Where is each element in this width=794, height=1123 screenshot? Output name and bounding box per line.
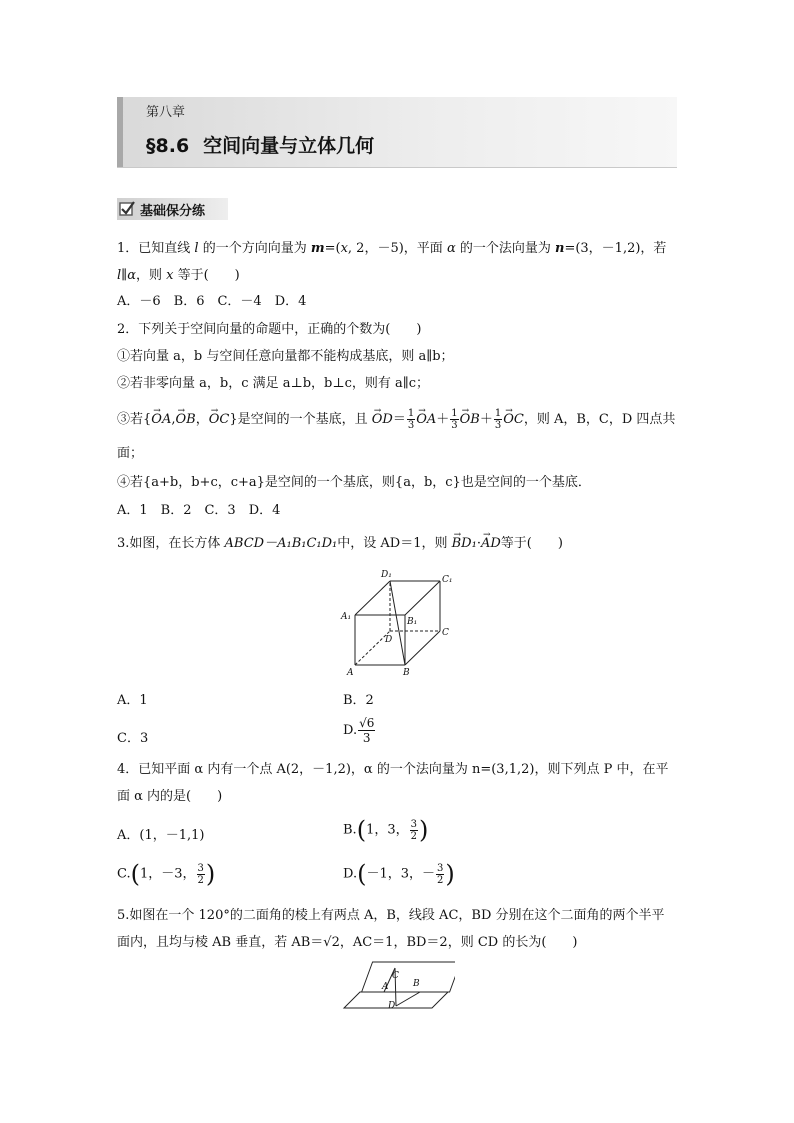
q2-statement-4: ④若{a+b，b+c，c+a}是空间的一个基底，则{a，b，c}也是空间的一个基底． — [117, 475, 591, 490]
label-A: A — [347, 668, 354, 678]
label-D: D — [385, 635, 393, 645]
edge-B1C1 — [405, 581, 440, 615]
label-C: C — [392, 971, 399, 981]
q4-option-c: C.(1，－3， $\frac{3}{2}$ ) — [117, 860, 216, 888]
q1-stem-line1: 1．已知直线 l 的一个方向向量为 m=(x, 2，－5)，平面 α 的一个法向量为 n=(3，－1,2)，若 — [117, 241, 667, 256]
q3-option-c: C．3 — [117, 731, 149, 746]
label-A: A — [382, 982, 389, 992]
section-number: §8.6 — [146, 135, 190, 157]
label-A1: A₁ — [341, 612, 352, 622]
label-B: B — [403, 668, 410, 678]
label-B: B — [413, 979, 420, 989]
upper-half-plane — [362, 962, 455, 992]
q4-stem-line2: 面 α 内的是( ) — [117, 789, 223, 804]
label-B1: B₁ — [407, 617, 418, 627]
label-C1: C₁ — [442, 575, 453, 585]
q1-options: A．－6 B．6 C．－4 D．4 — [117, 294, 307, 309]
q3-option-a: A．1 — [117, 693, 148, 708]
edge-A1D1 — [355, 581, 390, 615]
q1-stem-line2: l∥α，则 x 等于( ) — [117, 268, 240, 283]
q2-statement-3-cont: 面； — [117, 446, 144, 461]
label-C: C — [442, 628, 449, 638]
q2-stem: 2．下列关于空间向量的命题中，正确的个数为( ) — [117, 322, 422, 337]
page-title — [146, 131, 374, 158]
q2-statement-1: ①若向量 a，b 与空间任意向量都不能构成基底，则 a∥b； — [117, 349, 454, 364]
dihedral-angle-figure — [340, 958, 455, 1013]
q3-option-b: B．2 — [343, 693, 374, 708]
q5-stem-line1: 5.如图在一个 120°的二面角的棱上有两点 A，B，线段 AC，BD 分别在这个二面角的两个半平 — [117, 908, 665, 923]
cuboid-figure — [335, 565, 465, 680]
label-D: D — [388, 1001, 396, 1011]
checkbox-icon — [119, 200, 135, 216]
q4-stem-line1: 4．已知平面 α 内有一个点 A(2，－1,2)，α 的一个法向量为 n=(3,1,2)，则下列点 P 中，在平 — [117, 762, 669, 777]
q2-statement-2: ②若非零向量 a，b，c 满足 a⊥b，b⊥c，则有 a∥c； — [117, 376, 430, 391]
q2-options: A．1 B．2 C．3 D．4 — [117, 503, 281, 518]
segment-BD — [396, 992, 420, 1006]
chapter-label: 第八章 — [146, 105, 186, 120]
practice-title: 基础保分练 — [140, 204, 206, 219]
q4-option-d: D.(－1，3，－ $\frac{3}{2}$ ) — [343, 860, 455, 888]
q5-stem-line2: 面内，且均与棱 AB 垂直，若 AB＝√2，AC＝1，BD＝2，则 CD 的长为( ) — [117, 935, 578, 950]
label-D1: D₁ — [381, 570, 392, 580]
q3-option-d: D. $\frac{√6}{3}$ — [343, 716, 375, 745]
header-accent-bar — [117, 97, 123, 167]
q4-option-b: B.(1，3， $\frac{3}{2}$ ) — [343, 816, 429, 844]
q3-stem: 3.如图，在长方体 ABCD－A₁B₁C₁D₁中，设 AD＝1，则 → BD₁·→ AD等于( ) — [117, 535, 563, 553]
q2-statement-3: ③若{→ OA,→ OB，→ OC}是空间的一个基底，且 → OD＝ $\frac{1}{3}$ → OA＋ $\frac{1}{3}$ → OB＋ $\frac{1}{3}$ → OC，则 A，B，C，D 四点共 — [117, 408, 675, 431]
diagonal-BD1 — [390, 581, 405, 665]
edge-BC — [405, 631, 440, 665]
section-title: 空间向量与立体几何 — [203, 135, 375, 157]
q4-option-a: A．(1，－1,1) — [117, 828, 205, 843]
